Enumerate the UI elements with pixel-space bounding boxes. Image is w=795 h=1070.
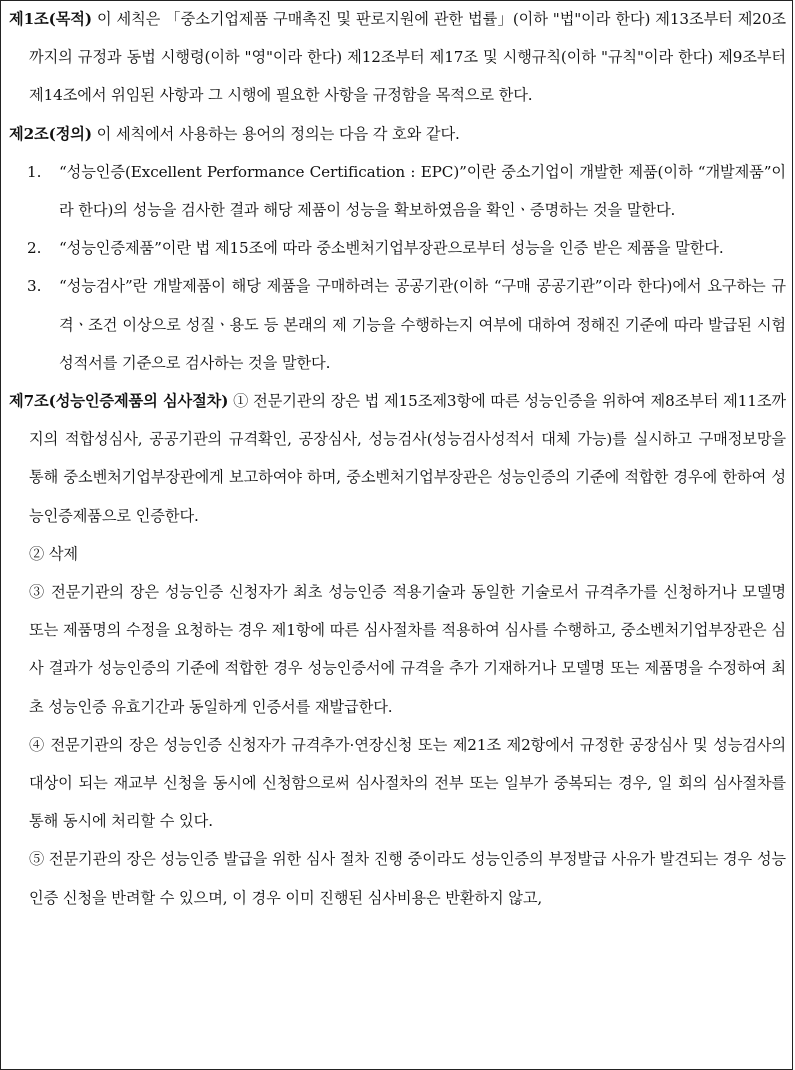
article-7 xyxy=(9,382,786,535)
article-1-title: 제1조(목적) xyxy=(9,10,92,28)
definition-text: “성능인증(Excellent Performance Certification : EPC)”이란 중소기업이 개발한 제품(이하 “개발제품”이라 한다)의 성능을 검사한 결과 해당 제품이 성능을 확보하였음을 확인ㆍ증명하는 것을 말한다. xyxy=(59,162,786,220)
definition-number: 2. xyxy=(27,239,42,258)
article-2-text: 이 세칙에서 사용하는 용어의 정의는 다음 각 호와 같다. xyxy=(91,124,460,143)
definition-text: “성능인증제품”이란 법 제15조에 따라 중소벤처기업부장관으로부터 성능을 인증 받은 제품을 말한다. xyxy=(59,239,724,258)
definition-item-2 xyxy=(9,229,786,267)
definition-text: “성능검사”란 개발제품이 해당 제품을 구매하려는 공공기관(이하 “구매 공공기관”이라 한다)에서 요구하는 규격ㆍ조건 이상으로 성질ㆍ용도 등 본래의 제 기능을 수행하는지 여부에 대하여 정해진 기준에 따라 발급된 시험성적서를 기준으로 검사하는 것을 말한다. xyxy=(59,277,786,372)
article-7-paragraph-1: ① 전문기관의 장은 법 제15조제3항에 따른 성능인증을 위하여 제8조부터 제11조까지의 적합성심사, 공공기관의 규격확인, 공장심사, 성능검사(성능검사성적서 대체 가능)를 실시하고 구매정보망을 통해 중소벤처기업부장관에게 보고하여야 하며, 중소벤처기업부장관은 성능인증의 기준에 적합한 경우에 한하여 성능인증제품으로 인증한다. xyxy=(29,392,786,525)
regulation-document xyxy=(9,0,786,917)
article-1-text: 이 세칙은 「중소기업제품 구매촉진 및 판로지원에 관한 법률」(이하 "법"이라 한다) 제13조부터 제20조까지의 규정과 동법 시행령(이하 "영"이라 한다) 제12조부터 제17조 및 시행규칙(이하 "규칙"이라 한다) 제9조부터 제14조에서 위임된 사항과 그 시행에 필요한 사항을 규정함을 목적으로 한다. xyxy=(29,10,786,105)
article-2-title: 제2조(정의) xyxy=(9,124,92,143)
article-1 xyxy=(9,0,786,115)
article-2 xyxy=(9,115,786,153)
definition-item-1 xyxy=(9,153,786,229)
article-7-paragraph-3: ③ 전문기관의 장은 성능인증 신청자가 최초 성능인증 적용기술과 동일한 기술로서 규격추가를 신청하거나 모델명 또는 제품명의 수정을 요청하는 경우 제1항에 따른 심사절차를 적용하여 심사를 수행하고, 중소벤처기업부장관은 심사 결과가 성능인증의 기준에 적합한 경우 성능인증서에 규격을 추가 기재하거나 모델명 또는 제품명을 수정하여 최초 성능인증 유효기간과 동일하게 인증서를 재발급한다. xyxy=(29,583,786,716)
article-7-paragraph-5: ⑤ 전문기관의 장은 성능인증 발급을 위한 심사 절차 진행 중이라도 성능인증의 부정발급 사유가 발견되는 경우 성능인증 신청을 반려할 수 있으며, 이 경우 이미 진행된 심사비용은 반환하지 않고, xyxy=(29,850,786,907)
definition-number: 3. xyxy=(27,277,42,296)
definition-number: 1. xyxy=(27,162,42,181)
definition-item-3 xyxy=(9,267,786,382)
article-7-paragraph-2: ② 삭제 xyxy=(29,544,78,563)
article-7-paragraph-4: ④ 전문기관의 장은 성능인증 신청자가 규격추가·연장신청 또는 제21조 제2항에서 규정한 공장심사 및 성능검사의 대상이 되는 재교부 신청을 동시에 신청함으로써 심사절차의 전부 또는 일부가 중복되는 경우, 일 회의 심사절차를 통해 동시에 처리할 수 있다. xyxy=(29,735,786,831)
article-7-title: 제7조(성능인증제품의 심사절차) xyxy=(9,392,229,411)
